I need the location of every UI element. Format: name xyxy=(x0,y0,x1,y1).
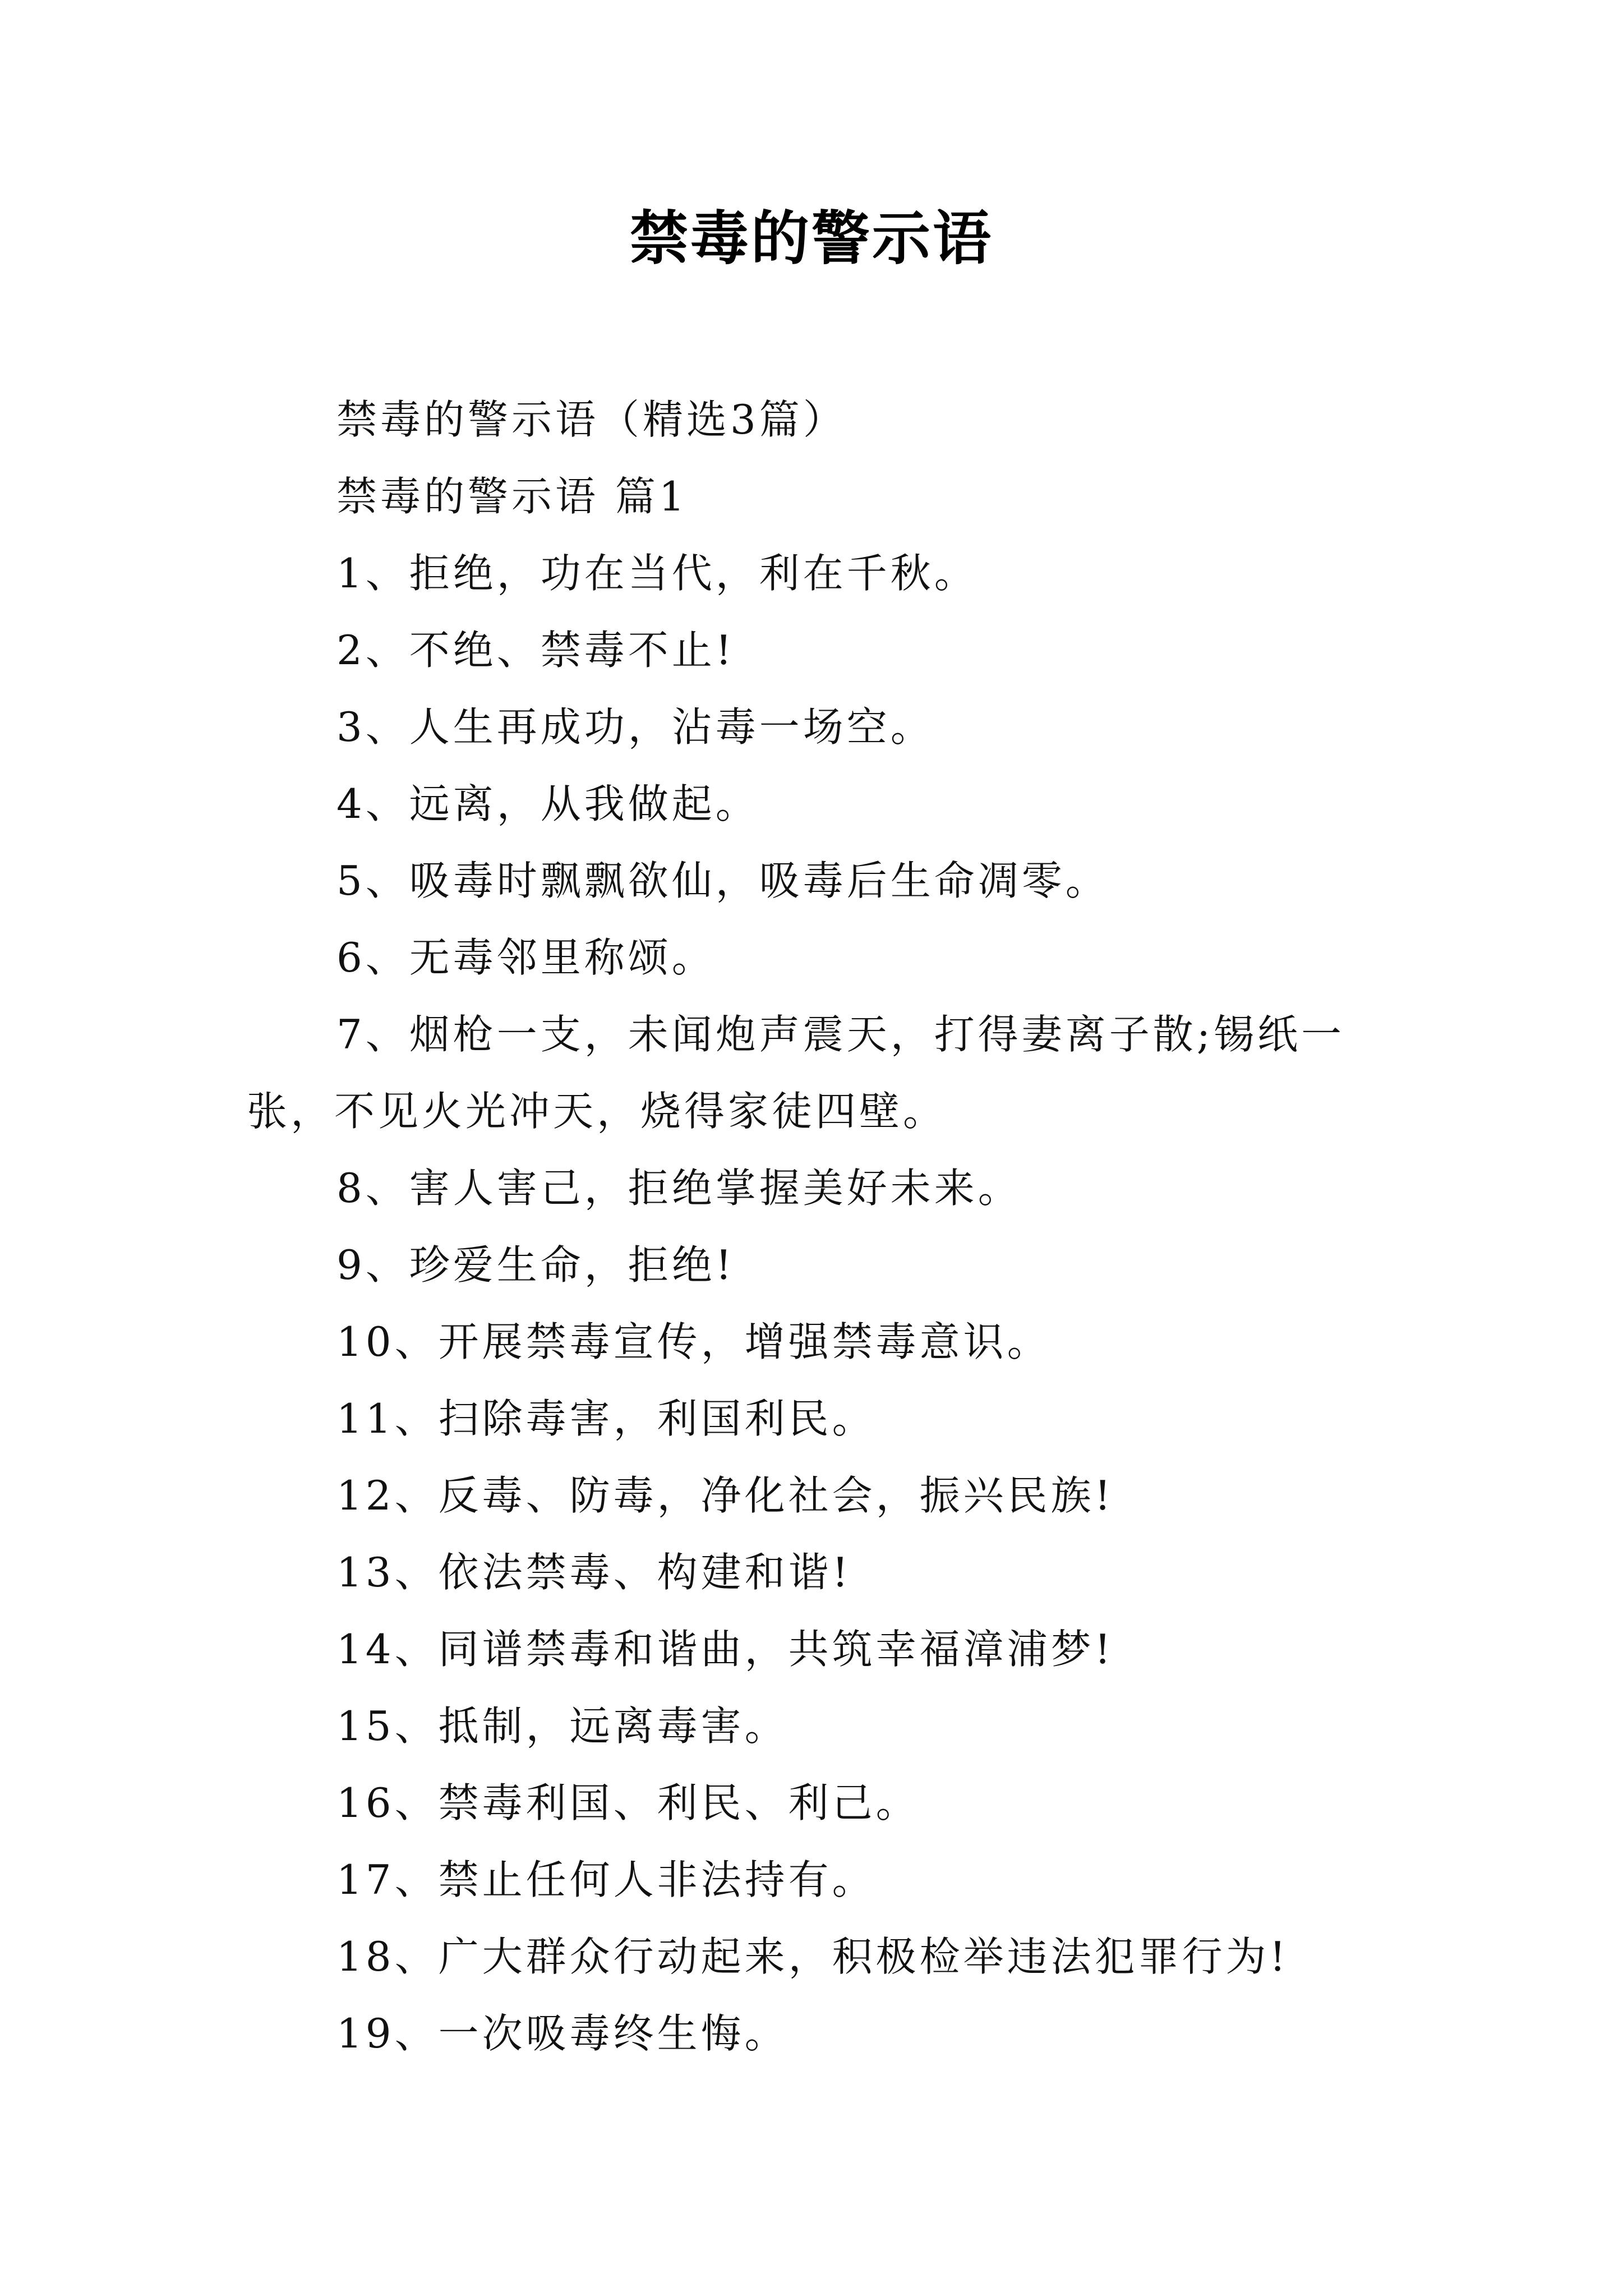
list-item: 9、珍爱生命，拒绝! xyxy=(336,1241,735,1289)
list-item: 14、同谱禁毒和谐曲，共筑幸福漳浦梦! xyxy=(336,1626,1114,1673)
list-item: 1、拒绝，功在当代，利在千秋。 xyxy=(336,550,978,597)
list-item: 4、远离，从我做起。 xyxy=(336,780,759,827)
list-item: 5、吸毒时飘飘欲仙，吸毒后生命凋零。 xyxy=(336,857,1109,904)
list-item: 6、无毒邻里称颂。 xyxy=(336,934,716,981)
list-item: 15、抵制，远离毒害。 xyxy=(336,1703,789,1750)
list-item: 2、不绝、禁毒不止! xyxy=(336,627,735,674)
list-item: 13、依法禁毒、构建和谐! xyxy=(336,1549,852,1596)
section-heading: 禁毒的警示语 篇1 xyxy=(336,473,688,520)
list-item: 16、禁毒利国、利民、利己。 xyxy=(336,1779,920,1826)
list-item: 17、禁止任何人非法持有。 xyxy=(336,1856,876,1903)
list-item: 18、广大群众行动起来，积极检举违法犯罪行为! xyxy=(336,1933,1289,1980)
list-item: 3、人生再成功，沾毒一场空。 xyxy=(336,703,934,751)
list-item: 7、烟枪一支，未闻炮声震天，打得妻离子散;锡纸一张，不见火光冲天，烧得家徒四壁。 xyxy=(247,1011,1345,1135)
document-subtitle: 禁毒的警示语（精选3篇） xyxy=(336,396,847,443)
list-item: 12、反毒、防毒，净化社会，振兴民族! xyxy=(336,1472,1114,1519)
list-item: 11、扫除毒害，利国利民。 xyxy=(336,1395,876,1442)
list-item: 10、开展禁毒宣传，增强禁毒意识。 xyxy=(336,1318,1051,1365)
document-body xyxy=(247,381,1396,2072)
document-title: 禁毒的警示语 xyxy=(629,204,993,273)
list-item: 19、一次吸毒终生悔。 xyxy=(336,2010,789,2057)
list-item: 8、害人害己，拒绝掌握美好未来。 xyxy=(336,1165,1022,1212)
